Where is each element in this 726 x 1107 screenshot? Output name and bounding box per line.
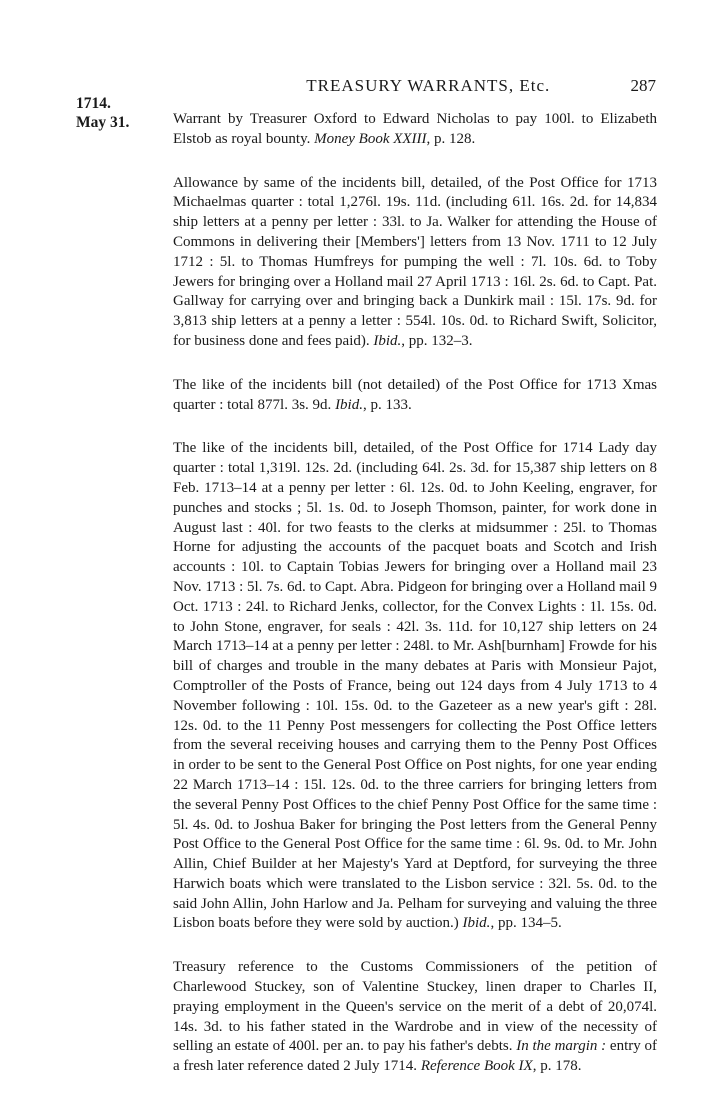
margin-note-text: entry of a fresh later reference dated 2 July 1714. [173,1038,658,1075]
source-ref: Money Book XXIII [314,130,427,147]
entry-xmas-bill: The like of the incidents bill (not detailed) of the Post Office for 1713 Xmas quarter : total 877l. 3s. 9d. Ibid., p. 133. [173,376,657,413]
entry-warrant-elstob: Warrant by Treasurer Oxford to Edward Nicholas to pay 100l. to Elizabeth Elstob as royal bounty. Money Book XXIII, p. 128. [173,111,657,147]
running-title: TREASURY WARRANTS, Etc. [306,76,551,95]
source-ref: Ibid. [462,915,491,932]
page-number: 287 [630,76,656,95]
margin-year: 1714. [76,95,111,112]
source-ref: Reference Book IX [420,1058,533,1075]
source-ref: Ibid. [373,332,402,349]
source-ref: Ibid. [335,396,363,413]
margin-date: May 31. [76,114,130,131]
entry-stuckey-petition: Treasury reference to the Customs Commissioners of the petition of Charlewood Stuckey, son of Valentine Stuckey, linen draper to Charles II, praying employment in the Queen's service on the merit of a debt of 20,074l. 14s. 3d. to his father stated in the Wardrobe and in view of the necessity of selling an estate of 400l. per an. to pay his father's debts. In the margin : entry of a fresh later reference dated 2 July 1714. Reference Book IX, p. 178. [173,959,658,1075]
margin-note-label: In the margin : [516,1038,607,1055]
entries-column [173,110,657,1101]
entry-michaelmas-bill: Allowance by same of the incidents bill, detailed, of the Post Office for 1713 Michaelmas quarter : total 1,276l. 19s. 11d. (including 61l. 16s. 2d. for 14,834 ship letters at a penny per letter : 33l. to Ja. Walker for attending the House of Commons in delivering their [Members'] letters from 13 Nov. 1711 to 12 July 1712 : 5l. to Thomas Humfreys for pumping the well : 7l. 10s. 6d. to Toby Jewers for bringing over a Holland mail 27 April 1713 : 16l. 2s. 6d. to Capt. Pat. Gallway for carrying over and bringing back a Dunkirk mail : 15l. 17s. 9d. for 3,813 ship letters at a penny a letter : 554l. 10s. 0d. to Richard Swift, Solicitor, for business done and fees paid). Ibid., pp. 132–3. [173,174,657,349]
entry-lady-day-bill: The like of the incidents bill, detailed, of the Post Office for 1714 Lady day quarter : total 1,319l. 12s. 2d. (including 64l. 2s. 3d. for 15,387 ship letters on 8 Feb. 1713–14 at a penny per letter : 6l. 12s. 0d. to John Keeling, engraver, for punches and stocks ; 5l. 1s. 0d. to Joseph Thomson, painter, for work done in August last : 40l. for two feasts to the clerks at midsummer : 25l. to Thomas Horne for adjusting the accounts of the pacquet boats and Scotch and Irish accounts : 10l. to Captain Tobias Jewers for bringing over a Holland mail 23 Nov. 1713 : 5l. 7s. 6d. to Capt. Abra. Pidgeon for bringing over a Holland mail 9 Oct. 1713 : 24l. to Richard Jenks, collector, for the Convex Lights : 1l. 15s. 0d. to John Stone, engraver, for seals : 42l. 3s. 11d. for 10,127 ship letters on 24 March 1713–14 at a penny per letter : 248l. to Mr. Ash[burnham] Frowde for his bill of charges and trouble in the many debates at Paris with Monsieur Pajot, Comptroller of the Posts of France, being out 124 days from 4 July 1713 to 4 November following : 10l. 15s. 0d. to the Gazeteer as a new year's gift : 28l. 12s. 0d. to the 11 Penny Post messengers for collecting the Post Office letters from the several receiving houses and carrying them to the Penny Post Offices in order to be sent to the General Post Office on Post nights, for one year ending 22 March 1713–14 : 15l. 12s. 0d. to the three carriers for bringing letters from the several Penny Post Offices to the chief Penny Post Office for the same time : 5l. 4s. 0d. to Joshua Baker for bringing the Post letters from the General Penny Post Office to the General Post Office for the same time : 6l. 9s. 0d. to Mr. John Allin, Chief Builder at her Majesty's Yard at Deptford, for surveying the three Harwich boats which were translated to the Lisbon service : 32l. 5s. 0d. to the said John Allin, John Harlow and Ja. Pelham for surveying and valuing the three Lisbon boats before they were sold by auction.) Ibid., pp. 134–5. [173,440,657,932]
running-header [76,76,656,96]
